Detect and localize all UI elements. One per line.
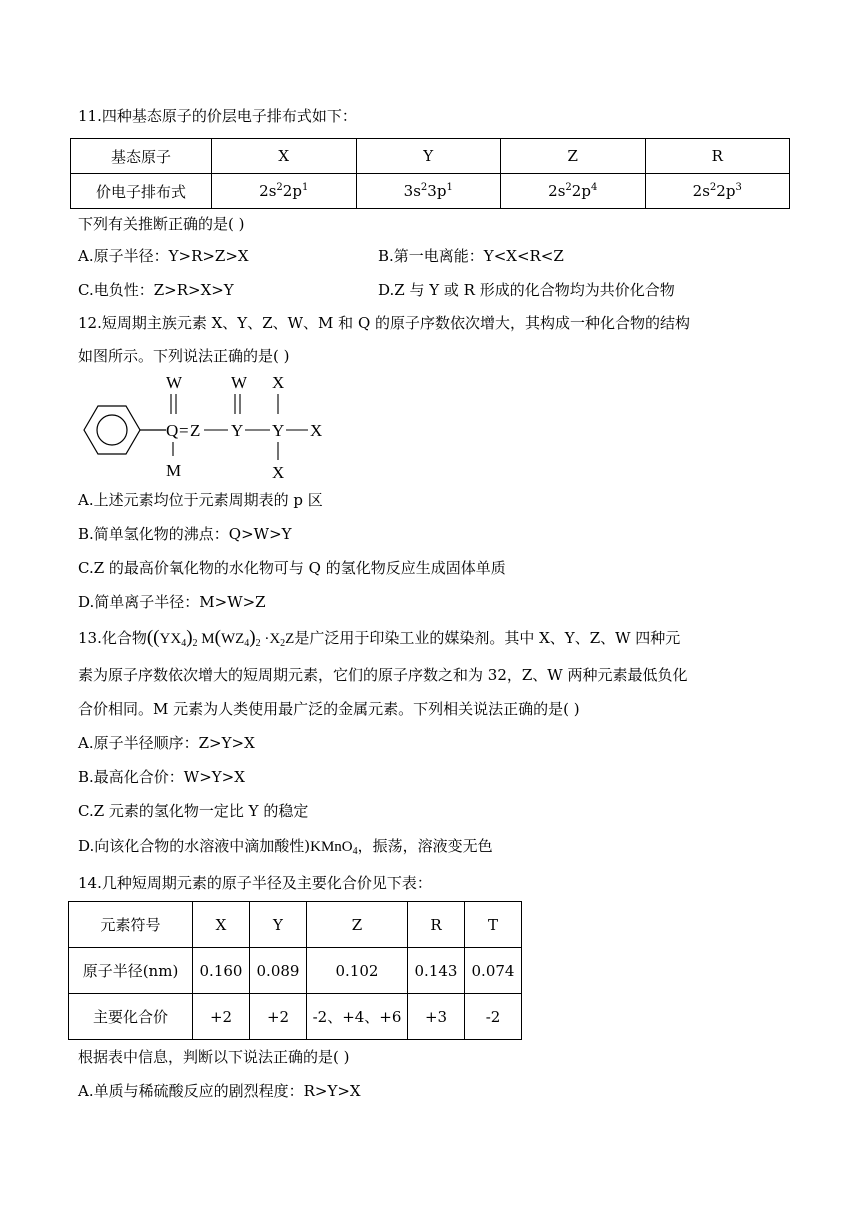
config-cell-r: $2s^22p^3$: [645, 174, 790, 209]
table-cell: 0.160: [193, 948, 250, 994]
table-header-cell: R: [645, 139, 790, 174]
table-header-cell: T: [465, 902, 522, 948]
q11-option-a: A.原子半径：Y>R>Z>X: [78, 247, 249, 265]
q13-stem-line3: 合价相同。M 元素为人类使用最广泛的金属元素。下列相关说法正确的是( ): [78, 700, 580, 718]
q13-stem-line1: 13.化合物($(YX_4)_2$ $M(WZ_4)_2 \cdot X_2Z$是广泛用于印染工业的媒染剂。其中 X、Y、Z、W 四种元: [78, 627, 681, 649]
q13-option-b: B.最高化合价：W>Y>X: [78, 768, 245, 786]
q13-formula: ($(YX_4)_2$ $M(WZ_4)_2 \cdot X_2Z$: [146, 627, 295, 649]
config-cell-y: $3s^23p^1$: [356, 174, 501, 209]
table-header-cell: 元素符号: [69, 902, 193, 948]
table-header-cell: Z: [501, 139, 646, 174]
q11-option-d: D.Z 与 Y 或 R 形成的化合物均为共价化合物: [378, 281, 675, 299]
q12-stem-line1: 12.短周期主族元素 X、Y、Z、W、M 和 Q 的原子序数依次增大，其构成一种化合物的结构: [78, 314, 691, 332]
q12-option-c: C.Z 的最高价氧化物的水化物可与 Q 的氢化物反应生成固体单质: [78, 559, 506, 577]
table-header-cell: X: [212, 139, 357, 174]
q14-stem: 14.几种短周期元素的原子半径及主要化合价见下表：: [78, 874, 432, 892]
q14-prompt: 根据表中信息，判断以下说法正确的是( ): [78, 1048, 350, 1066]
q12-option-d: D.简单离子半径：M>W>Z: [78, 593, 266, 611]
config-cell-x: $2s^22p^1$: [212, 174, 357, 209]
q13-option-c: C.Z 元素的氢化物一定比 Y 的稳定: [78, 802, 309, 820]
table-cell: 0.089: [250, 948, 307, 994]
q11-option-b: B.第一电离能：Y<X<R<Z: [378, 247, 564, 265]
q11-config-table: [70, 138, 790, 209]
atom-x-right: X: [310, 421, 323, 440]
table-cell: +2: [250, 994, 307, 1040]
q12-stem-line2: 如图所示。下列说法正确的是( ): [78, 347, 290, 365]
q12-option-b: B.简单氢化物的沸点：Q>W>Y: [78, 525, 292, 543]
atom-q: Q: [166, 421, 179, 440]
table-cell: +3: [408, 994, 465, 1040]
table-row-label: 原子半径(nm): [69, 948, 193, 994]
table-header-cell: Y: [250, 902, 307, 948]
benzene-inner-circle: [97, 415, 127, 445]
double-bond-sign: =: [179, 421, 189, 440]
q13-option-a: A.原子半径顺序：Z>Y>X: [78, 734, 255, 752]
table-cell: +2: [193, 994, 250, 1040]
molecule-structure-diagram: [78, 372, 348, 482]
table-header-cell: Y: [356, 139, 501, 174]
table-header-cell: X: [193, 902, 250, 948]
atom-z: Z: [190, 421, 201, 440]
atom-y2: Y: [272, 421, 285, 440]
atom-x-bottom: X: [272, 463, 285, 482]
table-header-cell: R: [408, 902, 465, 948]
q14-option-a: A.单质与稀硫酸反应的剧烈程度：R>Y>X: [78, 1082, 361, 1100]
benzene-ring: [84, 406, 140, 454]
atom-y1: Y: [231, 421, 244, 440]
table-row-label: 价电子排布式: [71, 174, 212, 209]
q14-element-table: [68, 901, 522, 1040]
table-header-cell: 基态原子: [71, 139, 212, 174]
table-header-cell: Z: [307, 902, 408, 948]
atom-w1: W: [166, 373, 183, 392]
q12-option-a: A.上述元素均位于元素周期表的 p 区: [78, 491, 323, 509]
config-cell-z: $2s^22p^4$: [501, 174, 646, 209]
q11-stem: 11.四种基态原子的价层电子排布式如下：: [78, 107, 357, 125]
q13-option-d: D.向该化合物的水溶液中滴加酸性)KMnO$_4$，振荡，溶液变无色: [78, 837, 493, 857]
q13-stem-line2: 素为原子序数依次增大的短周期元素，它们的原子序数之和为 32，Z、W 两种元素最低负化: [78, 666, 688, 684]
table-cell: -2: [465, 994, 522, 1040]
atom-w2: W: [231, 373, 248, 392]
atom-x-top: X: [272, 373, 285, 392]
table-cell: -2、+4、+6: [307, 994, 408, 1040]
atom-m: M: [166, 461, 182, 480]
q11-option-c: C.电负性：Z>R>X>Y: [78, 281, 234, 299]
table-cell: 0.102: [307, 948, 408, 994]
table-cell: 0.074: [465, 948, 522, 994]
table-row-label: 主要化合价: [69, 994, 193, 1040]
q11-prompt: 下列有关推断正确的是( ): [78, 215, 245, 233]
table-cell: 0.143: [408, 948, 465, 994]
